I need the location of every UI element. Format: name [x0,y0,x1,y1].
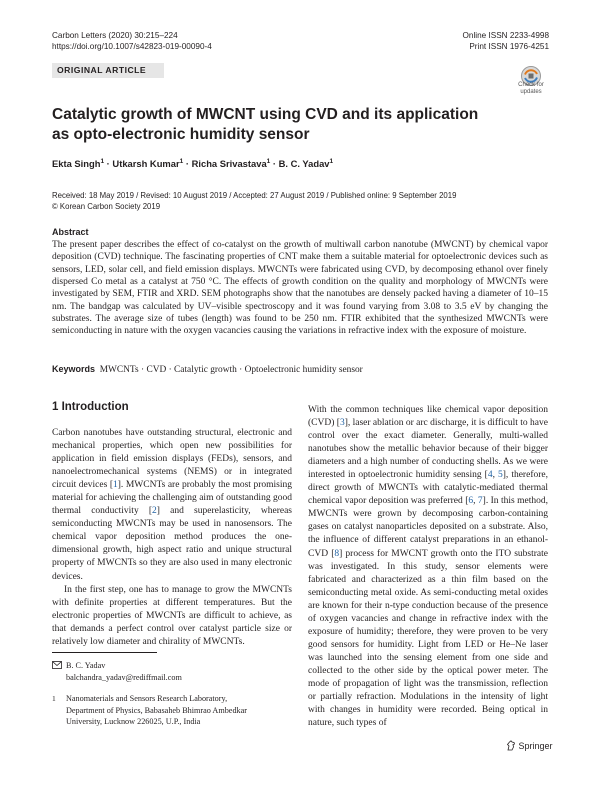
abstract-heading: Abstract [52,227,89,237]
citation-link[interactable]: 6 [468,496,474,507]
paragraph: Carbon nanotubes have outstanding structural, electronic and mechanical properties, which open new possibilities for application in field emission displays (FEDs), sensors, and nanoelectromechanical systems (NEMS) or in integrated circuit devices [1]. MWCNTs are probably the most promising material for achieving the challenging aim of outstanding good thermal conductivity [2] and superelasticity, whereas semiconducting MWCNTs may be used in nanosensors. The chemical vapor deposition method produces the one-dimensional growth, high aspect ratio and unique structural property of MWCNTs so they are also used in many electronic devices. [52,428,292,582]
author-name[interactable]: Richa Srivastava [191,158,267,170]
author-name[interactable]: B. C. Yadav [278,158,330,170]
citation-link[interactable]: 8 [334,548,340,559]
contact-name: B. C. Yadav [66,661,106,670]
publisher-name: Springer [518,741,553,751]
running-header-right [463,30,549,52]
body-column-left [52,427,292,649]
citation-link[interactable]: 1 [113,480,118,491]
citation-link[interactable]: 4 [487,470,493,481]
paragraph: With the common techniques like chemical vapor deposition (CVD) [3], laser ablation or arc discharge, it is difficult to have control over the exact diameter. Generally, multi-walled nanotubes show the metallic behavior because of their bigger diameters and a high number of conducting shells. As we were interested in optoelectronic humidity sensing [4, 5], therefore, direct growth of MWCNTs with catalytic-mediated thermal chemical vapor deposition was preferred [6, 7]. In this method, MWCNTs were grown by decomposing carbon-containing gases on catalyst nanoparticles deposited on a substrate. Also, the influence of different catalyst preparations in an ethanol-CVD [8] process for MWCNT growth onto the ITO substrate was investigated. In this study, sensor elements were fabricated and characterized as a thin film based on the semiconducting metal oxide. As semi-conducting metal oxides are known for their n-type conduction because of the presence of oxygen vacancies and change in refractive index with the exposure of humidity; therefore, they were proven to be very good sensors for humidity. Light from LED or He–Ne laser was launched into the sensing element from one side and collected to the other side by the optical power meter. The mode of propagation of light was the transmission, reflection or partially refraction. Modulations in the intensity of light with changes in humidity were recorded. Being optical in nature, such types of [308,405,548,729]
publication-dates: Received: 18 May 2019 / Revised: 10 August 2019 / Accepted: 27 August 2019 / Published online: 9 September 2019 [52,191,457,200]
running-header-left [52,30,212,52]
doi-link[interactable]: https://doi.org/10.1007/s42823-019-00090-4 [52,42,212,51]
author-list: Ekta Singh$^1$ · Utkarsh Kumar$^1$ · Richa Srivastava$^1$ · B. C. Yadav$^1$ [52,158,334,170]
citation-link[interactable]: 5 [498,470,503,481]
keywords-label: Keywords [52,364,96,374]
journal-citation: Carbon Letters (2020) 30:215–224 [52,31,178,40]
author-name[interactable]: Utkarsh Kumar [112,158,180,170]
affiliation-footnote: 1 Nanomaterials and Sensors Research Laboratory, Department of Physics, Babasaheb Bhimrao Ambedkar University, Lucknow 226025, U.P., India [52,694,247,726]
citation-link[interactable]: 3 [339,418,345,429]
springer-horse-icon [506,740,516,751]
citation-link[interactable]: 7 [477,496,483,507]
affiliation-mark: 1 [179,158,184,165]
contact-email[interactable]: balchandra_yadav@rediffmail.com [66,672,182,682]
citation-link[interactable]: 2 [152,506,157,517]
footnote-rule [52,652,157,653]
abstract-text: The present paper describes the effect of co-catalyst on the growth of multiwall carbon nanotube (MWCNT) by chemical vapor deposition (CVD) technique. The fascinating properties of CNT make them a suitable material for optoelectronic devices such as sensors, LED, solar cell, and field emission displays. MWCNTs were fabricated using CVD, by decomposing ethanol over finely dispersed Co metal as a catalyst at 750 °C. The effects of growth condition on the quality and morphology of MWCNTs were investigated by SEM, FTIR and XRD. SEM photographs show that the nanotubes are densely packed having a diameter of 10–15 nm. The bandgap was calculated by UV–visible spectroscopy and it was found varying from 3.08 to 3.5 eV by changing the substrates. The average size of tubes (length) was found to be 250 nm. FTIR exhibited that the synthesized MWCNTs were semiconducting in nature with the oxygen vacancies causing the variations in refractive index with the exposure of moisture. [52,240,548,337]
copyright-line: © Korean Carbon Society 2019 [52,202,161,211]
section-heading: 1 Introduction [52,401,129,413]
body-column-right [308,404,548,730]
online-issn: Online ISSN 2233-4998 [462,31,549,40]
check-for-updates-text[interactable]: Check for updates [518,82,544,95]
keywords [52,364,363,375]
keywords-list: MWCNTs · CVD · Catalytic growth · Optoelectronic humidity sensor [99,365,363,375]
corresponding-author-footnote [52,660,182,683]
paragraph: In the first step, one has to manage to grow the MWCNTs with definite properties at different temperatures. But the electronic properties of MWCNTs are difficult to achieve, as that demands a perfect control over catalyst particle size or relatively low diameter and chirality of MWCNTs. [52,584,292,647]
author-name[interactable]: Ekta Singh [52,158,101,170]
affiliation-mark: 1 [52,694,56,703]
print-issn: Print ISSN 1976-4251 [469,42,549,51]
affiliation-mark: 1 [100,158,105,165]
publisher-logo [506,740,553,751]
article-type-label: ORIGINAL ARTICLE [57,65,147,75]
envelope-icon [52,661,62,669]
article-history [52,190,456,212]
affiliation-mark: 1 [266,158,271,165]
article-title: Catalytic growth of MWCNT using CVD and its application as opto-electronic humidity sensor [52,106,479,143]
affiliation-mark: 1 [329,158,334,165]
